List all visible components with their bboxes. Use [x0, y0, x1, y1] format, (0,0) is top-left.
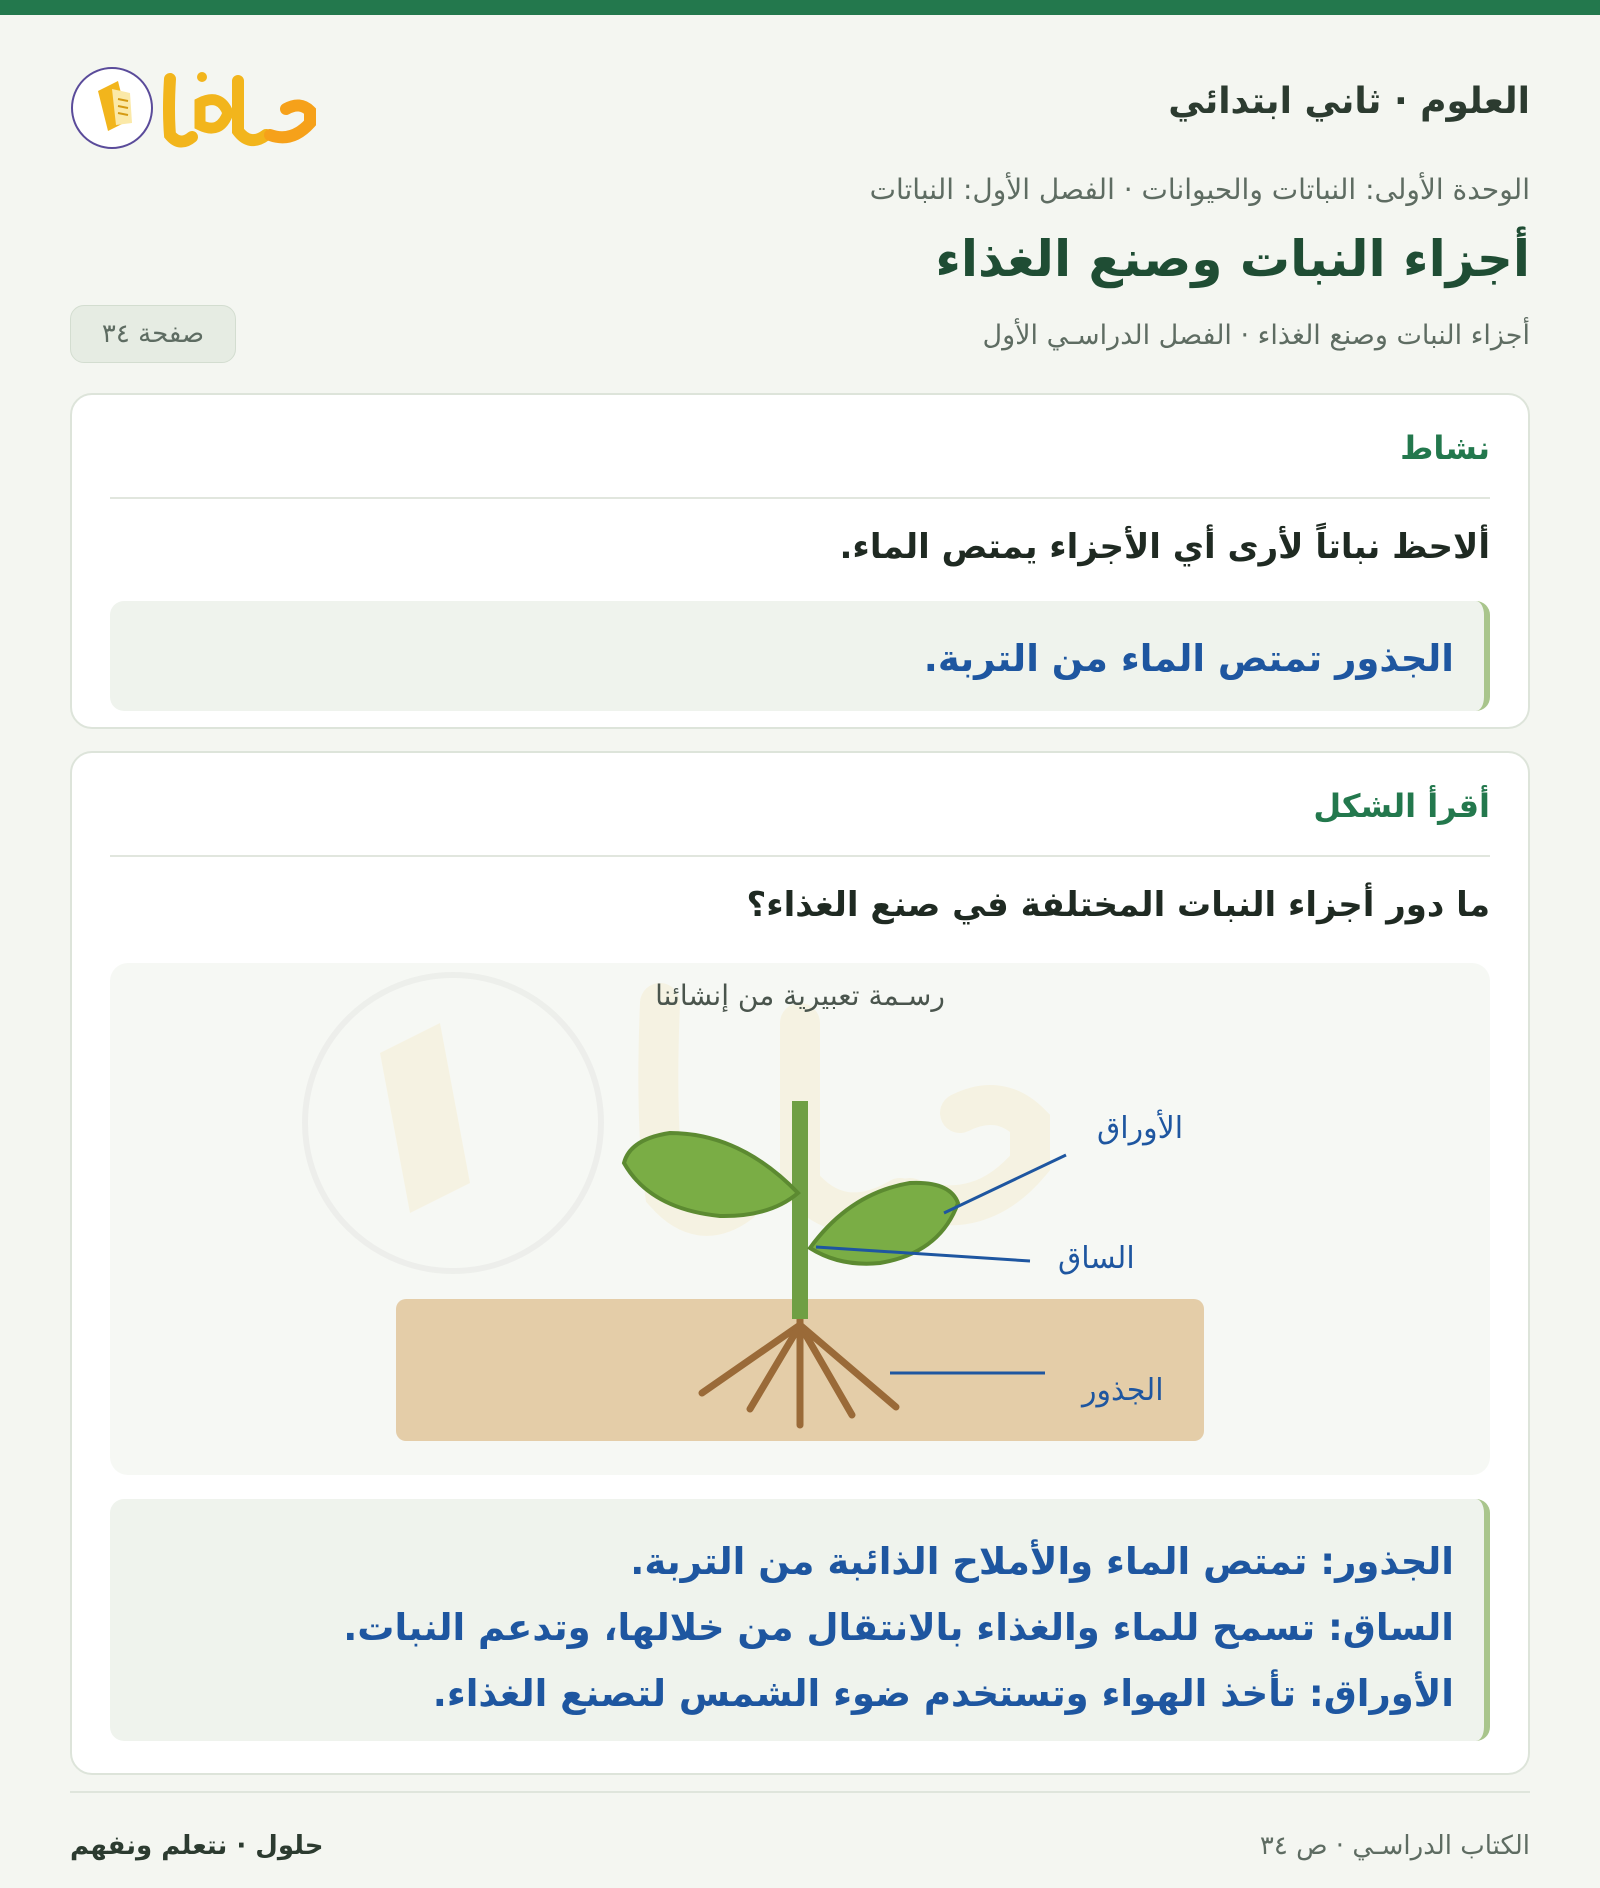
- activity-answer: الجذور تمتص الماء من التربة.: [923, 637, 1454, 680]
- figure-card: [70, 751, 1530, 1775]
- breadcrumb: الوحدة الأولى: النباتات والحيوانات · الفصل الأول: النباتات: [869, 173, 1530, 206]
- figure-caption: رسـمة تعبيرية من إنشائنا: [655, 979, 945, 1012]
- figure-question: ما دور أجزاء النبات المختلفة في صنع الغذاء؟: [746, 885, 1490, 925]
- answer-leaves: الأوراق: تأخذ الهواء وتستخدم ضوء الشمس لتصنع الغذاء.: [432, 1672, 1454, 1715]
- header: [70, 15, 1530, 135]
- roots-label: الجذور: [1082, 1373, 1164, 1408]
- footer-brand[interactable]: حلول · نتعلم ونفهم: [70, 1831, 324, 1861]
- answer-roots: الجذور: تمتص الماء والأملاح الذائبة من التربة.: [630, 1540, 1454, 1583]
- leaves-label: الأوراق: [1097, 1111, 1184, 1146]
- subject-title: العلوم · ثاني ابتدائي: [1168, 81, 1530, 122]
- activity-title: نشاط: [1400, 429, 1490, 467]
- page-title: أجزاء النبات وصنع الغذاء: [935, 230, 1530, 288]
- divider: [110, 855, 1490, 857]
- figure-answer-box: [110, 1499, 1490, 1741]
- page: [70, 15, 1530, 1888]
- page-number-badge: صفحة ٣٤: [70, 305, 236, 363]
- activity-card: [70, 393, 1530, 729]
- activity-question: ألاحظ نباتاً لأرى أي الأجزاء يمتص الماء.: [839, 527, 1490, 567]
- lesson-meta: أجزاء النبات وصنع الغذاء · الفصل الدراسـي الأول: [982, 320, 1530, 351]
- stem-label: الساق: [1058, 1241, 1135, 1276]
- footer-book-reference: الكتاب الدراسـي · ص ٣٤: [1259, 1831, 1530, 1861]
- stem-drawing: [792, 1101, 808, 1319]
- plant-diagram: [110, 963, 1490, 1475]
- answer-stem: الساق: تسمح للماء والغذاء بالانتقال من خلالها، وتدعم النبات.: [343, 1606, 1454, 1649]
- brand-logo-icon: [70, 51, 330, 161]
- brand-logo[interactable]: [70, 51, 330, 161]
- plant-figure: [110, 963, 1490, 1475]
- activity-answer-box: [110, 601, 1490, 711]
- divider: [110, 497, 1490, 499]
- footer-divider: [70, 1791, 1530, 1793]
- figure-section-title: أقرأ الشكل: [1313, 787, 1490, 825]
- top-accent-bar: [0, 0, 1600, 15]
